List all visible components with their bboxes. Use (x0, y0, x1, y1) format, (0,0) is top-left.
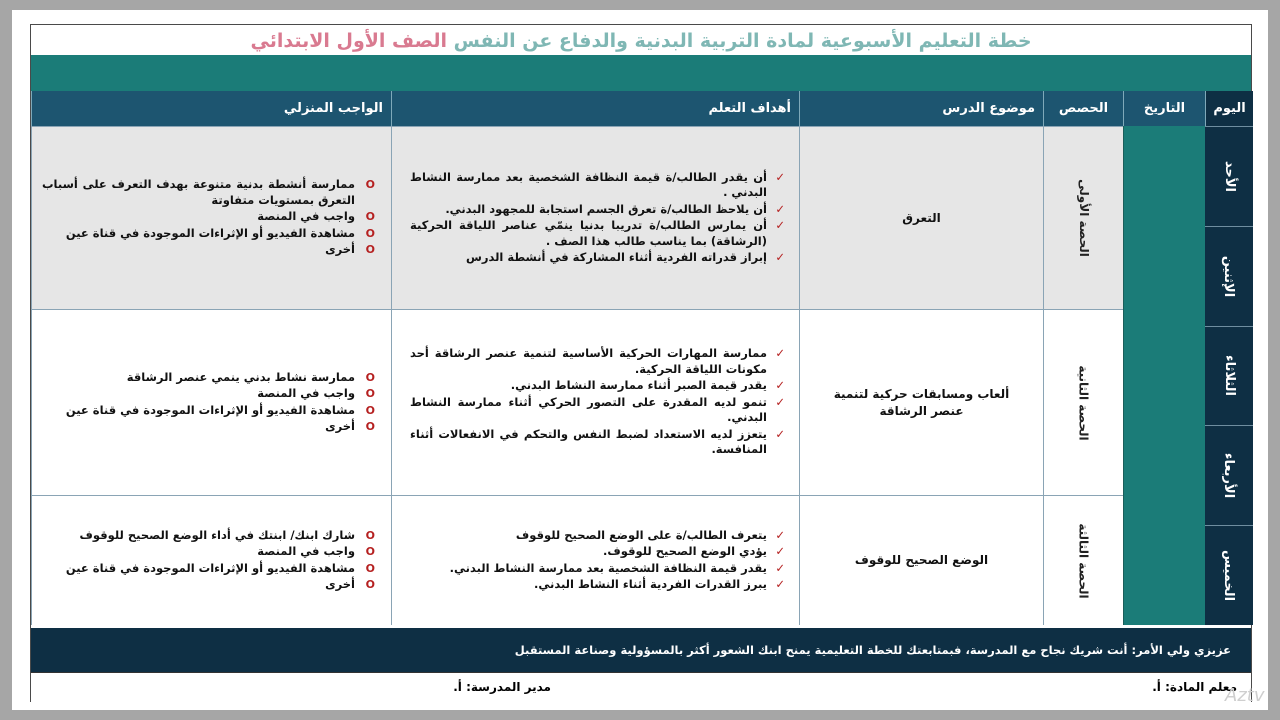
goals-cell-2 (391, 309, 799, 495)
title-band (31, 55, 1251, 91)
page-title (31, 27, 1251, 55)
homework-item: O أخرى (42, 577, 377, 593)
signature-footer (31, 672, 1251, 704)
title-part-1: خطة التعليم الأسبوعية لمادة التربية البدنية والدفاع عن النفس (453, 30, 1032, 52)
goal-item: ✓ تنمو لديه المقدرة على التصور الحركي أثناء ممارسة النشاط البدني. (410, 395, 785, 426)
homework-cell-1 (31, 126, 391, 309)
homework-item: O واجب في المنصة (42, 544, 377, 560)
days-column (1205, 126, 1253, 625)
goal-item: ✓ يقدر قيمة النظافة الشخصية بعد ممارسة النشاط البدني. (410, 561, 785, 577)
goal-item: ✓ يؤدي الوضع الصحيح للوقوف. (410, 544, 785, 560)
topic-cell-3: الوضع الصحيح للوقوف (799, 495, 1043, 625)
header-homework: الواجب المنزلي (31, 91, 391, 126)
header-goals: أهداف التعلم (391, 91, 799, 126)
goal-item: ✓ يبرز القدرات الفردية أثناء النشاط البدني. (410, 577, 785, 593)
goal-item: ✓ يقدر قيمة الصبر أثناء ممارسة النشاط البدني. (410, 378, 785, 394)
day-monday: الإثنين (1205, 226, 1253, 326)
homework-cell-3 (31, 495, 391, 625)
header-periods: الحصص (1043, 91, 1123, 126)
goal-item: ✓ أن يمارس الطالب/ة تدريبا بدنيا ينمّي عناصر اللياقة الحركية (الرشاقة) بما يناسب طالب هذا الصف . (410, 218, 785, 249)
topic-cell-1: التعرق (799, 126, 1043, 309)
goal-item: ✓ إبراز قدراته الفردية أثناء المشاركة في أنشطة الدرس (410, 250, 785, 266)
homework-item: O ممارسة نشاط بدني ينمي عنصر الرشاقة (42, 370, 377, 386)
period-cell-2: الحصة الثانية (1043, 309, 1123, 495)
header-date: التاريخ (1123, 91, 1205, 126)
title-part-2: الصف الأول الابتدائي (250, 30, 448, 52)
header-day: اليوم (1205, 91, 1253, 126)
homework-cell-2 (31, 309, 391, 495)
parent-notice-text: عزيزي ولي الأمر: أنت شريك نجاح مع المدرسة، فبمتابعتك للخطة التعليمية يمنح ابنك الشعور أكثر بالمسؤولية وصناعة المستقبل (514, 643, 1231, 657)
homework-item: O مشاهدة الفيديو أو الإثراءات الموجودة في قناة عين (42, 226, 377, 242)
weekly-plan-table (31, 91, 1253, 628)
goals-cell-1 (391, 126, 799, 309)
homework-item: O واجب في المنصة (42, 209, 377, 225)
homework-item: O شارك ابنك/ ابنتك في أداء الوضع الصحيح للوقوف (42, 528, 377, 544)
homework-item: O مشاهدة الفيديو أو الإثراءات الموجودة في قناة عين (42, 403, 377, 419)
homework-item: O واجب في المنصة (42, 386, 377, 402)
principal-label: مدير المدرسة: أ. (453, 680, 551, 694)
day-sunday: الأحد (1205, 126, 1253, 226)
day-tuesday: الثلاثاء (1205, 326, 1253, 426)
plan-sheet (30, 24, 1265, 706)
parent-notice (31, 628, 1251, 672)
goal-item: ✓ أن يقدر الطالب/ة قيمة النظافة الشخصية بعد ممارسة النشاط البدني . (410, 170, 785, 201)
header-topic: موضوع الدرس (799, 91, 1043, 126)
goal-item: ✓ يتعرف الطالب/ة على الوضع الصحيح للوقوف (410, 528, 785, 544)
homework-item: O ممارسة أنشطة بدنية متنوعة بهدف التعرف على أسباب التعرق بمستويات متفاوتة (42, 177, 377, 208)
goals-cell-3 (391, 495, 799, 625)
day-wednesday: الأربعاء (1205, 425, 1253, 525)
homework-item: O مشاهدة الفيديو أو الإثراءات الموجودة في قناة عين (42, 561, 377, 577)
goal-item: ✓ أن يلاحظ الطالب/ة تعرق الجسم استجابة للمجهود البدني. (410, 202, 785, 218)
goal-item: ✓ ممارسة المهارات الحركية الأساسية لتنمية عنصر الرشاقة أحد مكونات اللياقة الحركية. (410, 346, 785, 377)
topic-cell-2: ألعاب ومسابقات حركية لتنمية عنصر الرشاقة (799, 309, 1043, 495)
teacher-label: معلم المادة: أ. (1152, 680, 1237, 694)
goal-item: ✓ يتعزز لديه الاستعداد لضبط النفس والتحكم في الانفعالات أثناء المنافسة. (410, 427, 785, 458)
homework-item: O أخرى (42, 242, 377, 258)
slide-frame (12, 10, 1268, 710)
homework-item: O أخرى (42, 419, 377, 435)
day-thursday: الخميس (1205, 525, 1253, 625)
date-column (1123, 126, 1205, 625)
period-cell-3: الحصة الثالثة (1043, 495, 1123, 625)
watermark: Aztv (1225, 685, 1265, 706)
period-cell-1: الحصة الأولى (1043, 126, 1123, 309)
